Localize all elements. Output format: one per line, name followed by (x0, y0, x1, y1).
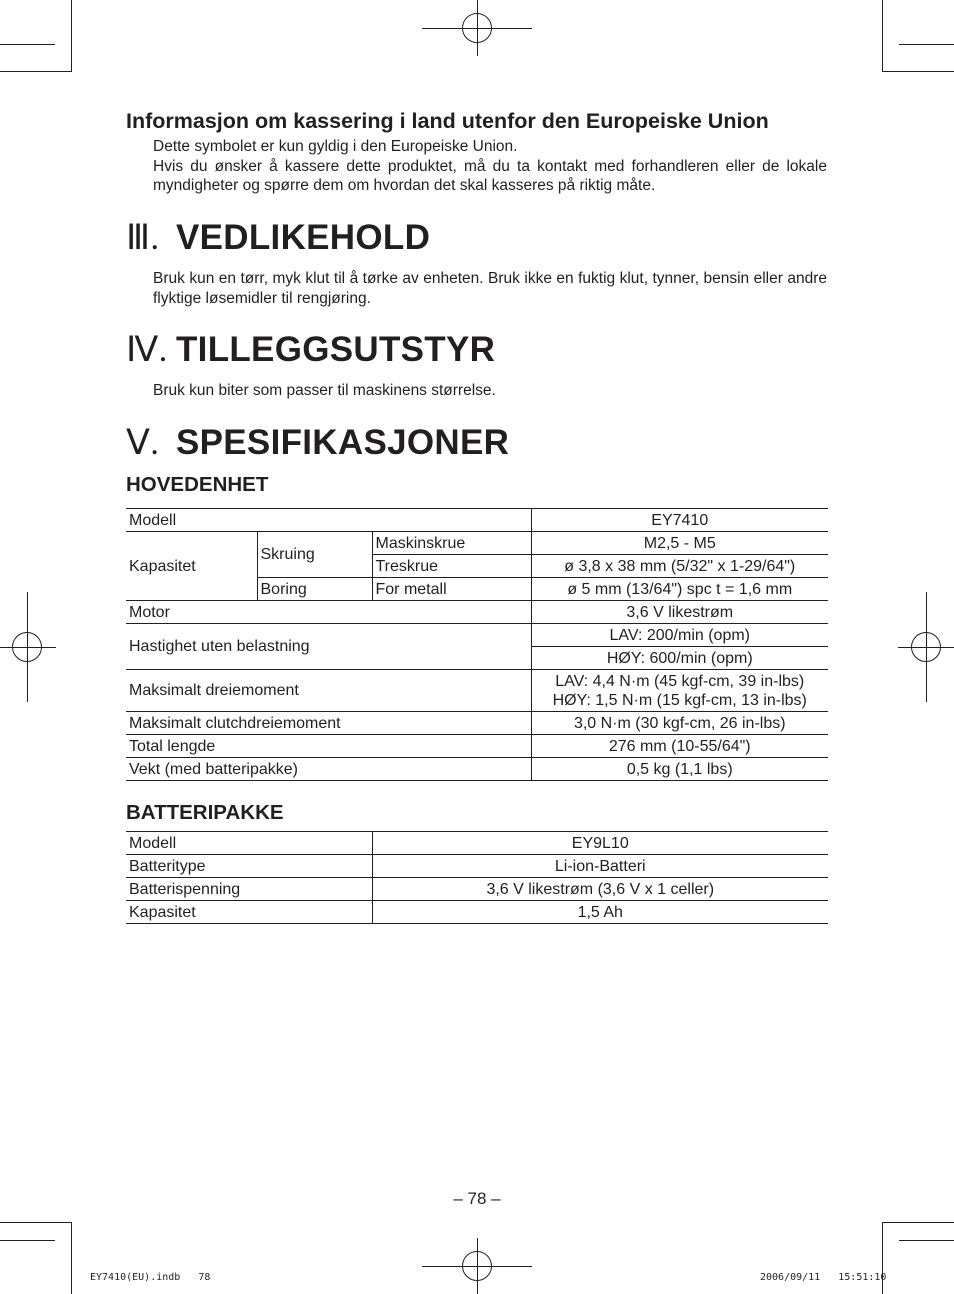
section-4-text: Bruk kun biter som passer til maskinens størrelse. (153, 382, 496, 399)
battery-voltage-value: 3,6 V likestrøm (3,6 V x 1 celler) (372, 878, 828, 901)
machine-screw-label: Maskinskrue (372, 532, 531, 555)
table-row (126, 601, 828, 624)
metal-label: For metall (372, 578, 531, 601)
table-row (126, 855, 828, 878)
section-4-title: TILLEGGSUTSTYR (176, 330, 496, 369)
battery-model-value: EY9L10 (372, 832, 828, 855)
torque-value (531, 670, 828, 712)
section-3-text: Bruk kun en tørr, myk klut til å tørke av enheten. Bruk ikke en fuktig klut, tynner, bensin eller andre flyktige løsemidler til rengjøring. (153, 270, 827, 307)
clutch-torque-value: 3,0 N·m (30 kgf-cm, 26 in-lbs) (531, 712, 828, 735)
speed-low-value: LAV: 200/min (opm) (531, 624, 828, 647)
weight-value: 0,5 kg (1,1 lbs) (531, 758, 828, 781)
eu-disposal-text (153, 137, 827, 196)
wood-screw-value: ø 3,8 x 38 mm (5/32" x 1-29/64") (531, 555, 828, 578)
torque-label: Maksimalt dreiemoment (126, 670, 531, 712)
capacity-label: Kapasitet (126, 532, 257, 601)
eu-disposal-line-1: Dette symbolet er kun gyldig i den Europeiske Union. (153, 138, 518, 155)
main-unit-spec-table (126, 508, 828, 781)
motor-value: 3,6 V likestrøm (531, 601, 828, 624)
torque-low-value: LAV: 4,4 N·m (45 kgf-cm, 39 in-lbs) (555, 672, 805, 690)
table-row (126, 712, 828, 735)
table-row (126, 509, 828, 532)
footer-filename: EY7410(EU).indb 78 (90, 1272, 211, 1283)
model-value: EY7410 (531, 509, 828, 532)
table-row (126, 532, 828, 555)
battery-heading: BATTERIPAKKE (126, 801, 284, 824)
footer-timestamp: 2006/09/11 15:51:10 (760, 1272, 887, 1283)
battery-type-value: Li-ion-Batteri (372, 855, 828, 878)
total-length-value: 276 mm (10-55/64") (531, 735, 828, 758)
eu-disposal-line-2: Hvis du ønsker å kassere dette produktet, må du ta kontakt med forhandleren eller de lokale myndigheter og spørre dem om hvordan det skal kasseres på riktig måte. (153, 157, 827, 194)
speed-label: Hastighet uten belastning (126, 624, 531, 670)
battery-capacity-value: 1,5 Ah (372, 901, 828, 924)
table-row (126, 758, 828, 781)
eu-disposal-title: Informasjon om kassering i land utenfor den Europeiske Union (126, 109, 769, 133)
model-label: Modell (126, 509, 531, 532)
battery-capacity-label: Kapasitet (126, 901, 372, 924)
metal-value: ø 5 mm (13/64") spc t = 1,6 mm (531, 578, 828, 601)
table-row (126, 670, 828, 712)
table-row (126, 735, 828, 758)
clutch-torque-label: Maksimalt clutchdreiemoment (126, 712, 531, 735)
torque-high-value: HØY: 1,5 N·m (15 kgf-cm, 13 in-lbs) (552, 691, 807, 709)
drilling-label: Boring (257, 578, 372, 601)
motor-label: Motor (126, 601, 531, 624)
wood-screw-label: Treskrue (372, 555, 531, 578)
table-row (126, 624, 828, 647)
section-4-heading (126, 330, 495, 370)
table-row (126, 832, 828, 855)
battery-type-label: Batteritype (126, 855, 372, 878)
battery-model-label: Modell (126, 832, 372, 855)
section-3-title: VEDLIKEHOLD (176, 218, 431, 257)
battery-spec-table (126, 831, 828, 924)
section-3-numeral: Ⅲ. (126, 218, 160, 257)
screwing-label: Skruing (257, 532, 372, 578)
section-5-title: SPESIFIKASJONER (176, 423, 510, 462)
machine-screw-value: M2,5 - M5 (531, 532, 828, 555)
main-unit-heading: HOVEDENHET (126, 473, 269, 496)
section-3-heading (126, 218, 430, 258)
battery-voltage-label: Batterispenning (126, 878, 372, 901)
section-5-numeral: Ⅴ. (126, 423, 160, 462)
weight-label: Vekt (med batteripakke) (126, 758, 531, 781)
speed-high-value: HØY: 600/min (opm) (531, 647, 828, 670)
table-row (126, 901, 828, 924)
section-5-heading (126, 423, 509, 463)
table-row (126, 878, 828, 901)
section-4-numeral: Ⅳ. (126, 330, 168, 369)
total-length-label: Total lengde (126, 735, 531, 758)
page-number: – 78 – (453, 1189, 501, 1208)
